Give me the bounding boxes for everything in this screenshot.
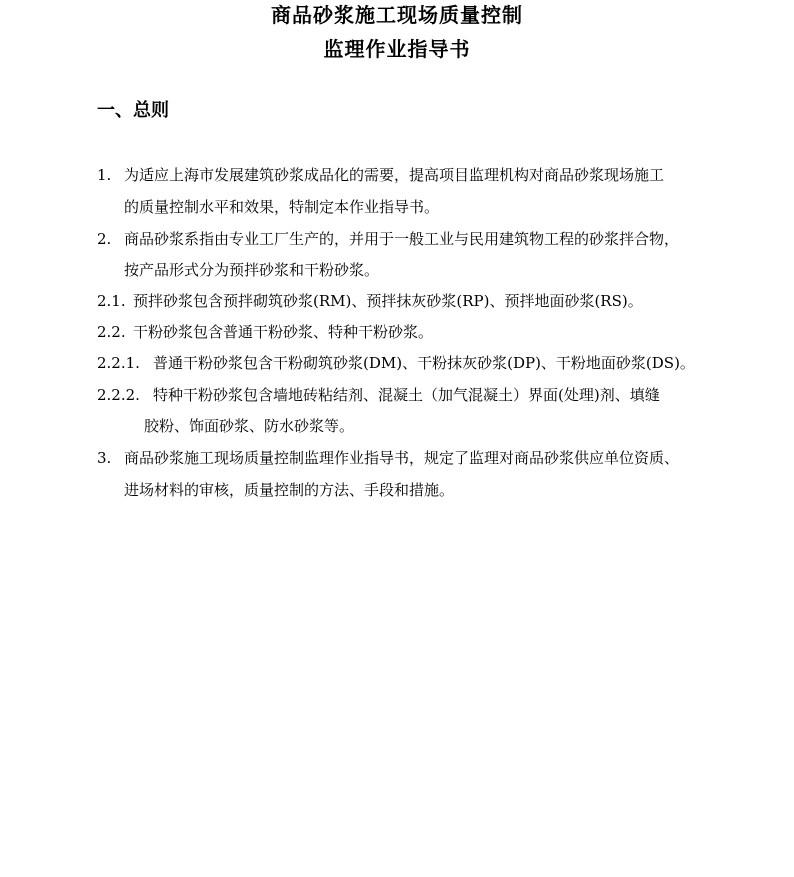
item-number: 1. [97,166,112,184]
item-text-line: 按产品形式分为预拌砂浆和干粉砂浆。 [124,261,380,279]
item-text-line: 预拌砂浆包含预拌砌筑砂浆(RM)、预拌抹灰砂浆(RP)、预拌地面砂浆(RS)。 [133,292,643,310]
document-title-line-2: 监理作业指导书 [323,37,471,61]
item-text-line: 商品砂浆施工现场质量控制监理作业指导书，规定了监理对商品砂浆供应单位资质、 [124,449,680,467]
item-text-line: 普通干粉砂浆包含干粉砌筑砂浆(DM)、干粉抹灰砂浆(DP)、干粉地面砂浆(DS)。 [153,354,695,372]
item-text-line: 进场材料的审核，质量控制的方法、手段和措施。 [124,481,455,499]
item-text-line: 为适应上海市发展建筑砂浆成品化的需要，提高项目监理机构对商品砂浆现场施工 [124,166,665,184]
item-text-line: 胶粉、饰面砂浆、防水砂浆等。 [144,417,355,435]
item-number: 2.2.1. [97,354,140,372]
item-number: 2.1. [97,292,126,310]
item-number: 2.2. [97,323,126,341]
item-text-line: 的质量控制水平和效果，特制定本作业指导书。 [124,198,440,216]
item-text-line: 特种干粉砂浆包含墙地砖粘结剂、混凝土（加气混凝土）界面(处理)剂、填缝 [153,386,660,404]
document-title-line-1: 商品砂浆施工现场质量控制 [271,3,523,27]
section-heading: 一、总则 [97,100,169,121]
item-text-line: 干粉砂浆包含普通干粉砂浆、特种干粉砂浆。 [133,323,434,341]
item-number: 2. [97,230,112,248]
item-text-line: 商品砂浆系指由专业工厂生产的，并用于一般工业与民用建筑物工程的砂浆拌合物， [124,230,680,248]
item-number: 2.2.2. [97,386,140,404]
item-number: 3. [97,449,112,467]
